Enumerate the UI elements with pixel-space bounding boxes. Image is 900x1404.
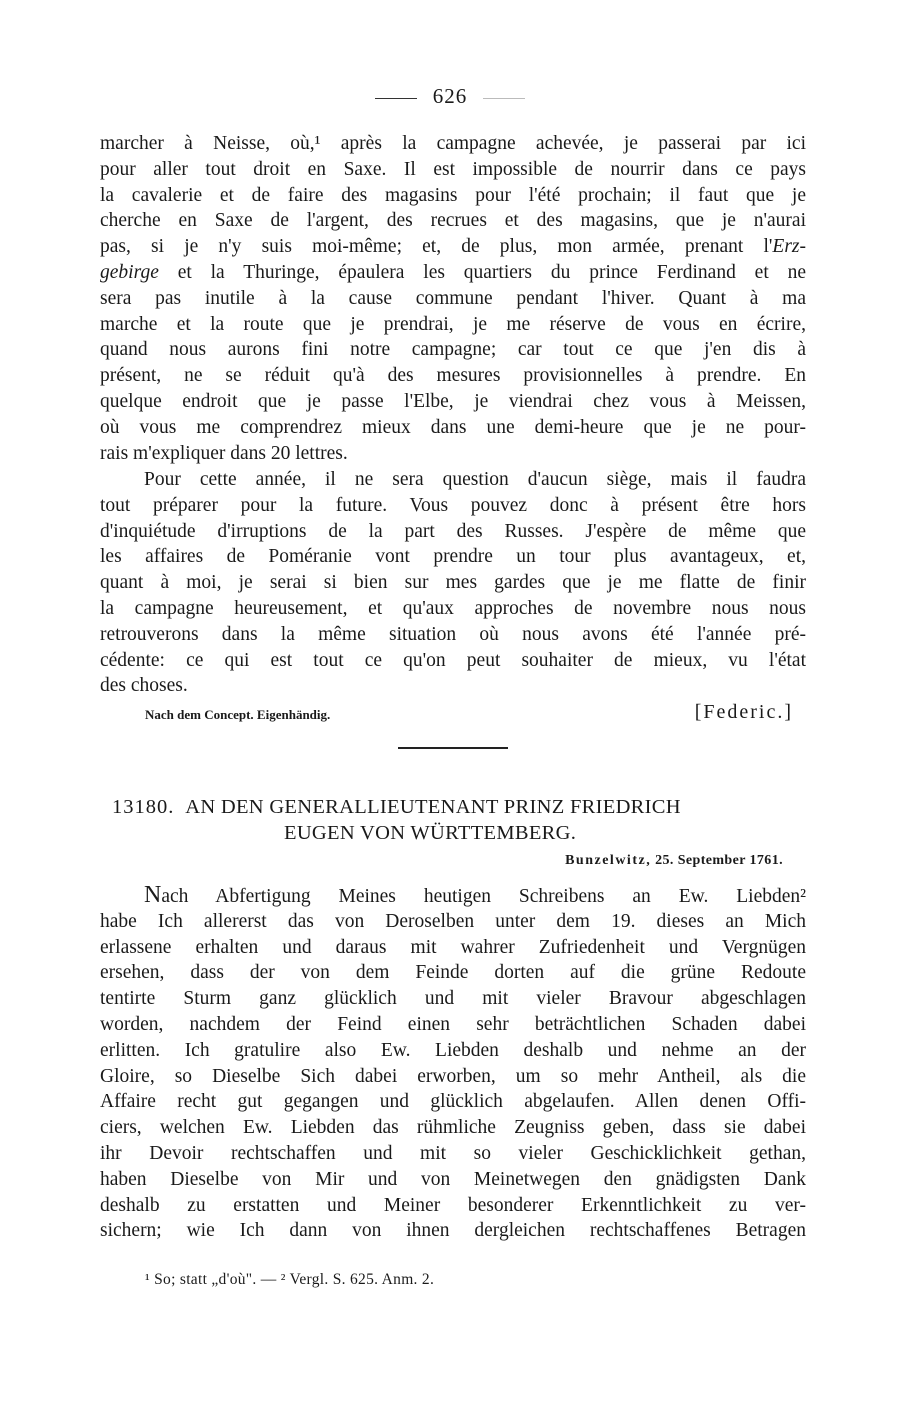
text-line: pour aller tout droit en Saxe. Il est impossible de nourrir dans ce pays <box>100 158 806 180</box>
text-line: Affaire recht gut gegangen und glücklich abgelaufen. Allen denen Offi- <box>100 1091 806 1113</box>
text-line: ersehen, dass der von dem Feinde dorten auf die grüne Redoute <box>100 962 806 984</box>
text-line: présent, ne se réduit qu'à des mesures provisionnelles à prendre. En <box>100 365 806 387</box>
text-segment: ach Abfertigung Meines heutigen Schreibens an Ew. Liebden² <box>161 886 806 907</box>
signature: [Federic.] <box>694 701 793 723</box>
text-line: où vous me comprendrez mieux dans une demi-heure que je ne pour- <box>100 416 806 438</box>
text-line: cherche en Saxe de l'argent, des recrues et des magasins, que je n'aurai <box>100 210 806 232</box>
text-segment: et la Thuringe, épaulera les quartiers du prince Ferdinand et ne <box>177 261 807 283</box>
italic-word: Erz- <box>772 236 806 258</box>
text-line: ciers, welchen Ew. Liebden das rühmliche Zeugniss geben, dass sie dabei <box>100 1117 806 1139</box>
paragraph-3 <box>100 883 806 1244</box>
text-line <box>100 883 806 909</box>
text-line: sera pas inutile à la cause commune pendant l'hiver. Quant à ma <box>100 287 806 309</box>
text-line: retrouverons dans la même situation où nous avons été l'année pré- <box>100 623 806 645</box>
initial-letter: N <box>144 882 162 908</box>
dateline-date: 25. September 1761. <box>655 853 783 868</box>
text-line: tout préparer pour la future. Vous pouvez donc à présent être hors <box>100 494 806 516</box>
letter-heading <box>112 794 832 846</box>
italic-word: gebirge <box>100 261 159 283</box>
text-line: quant à moi, je serai si bien sur mes gardes que je me flatte de finir <box>100 572 806 594</box>
text-segment: pas, si je n'y suis moi-même; et, de plus, mon armée, prenant l' <box>100 236 773 258</box>
text-line: marcher à Neisse, où,¹ après la campagne achevée, je passerai par ici <box>100 133 806 154</box>
text-line: deshalb zu erstatten und Meiner besonderer Erkenntlichkeit zu ver- <box>100 1194 806 1216</box>
text-line: marche et la route que je prendrai, je me réserve de vous en écrire, <box>100 313 806 335</box>
signoff <box>145 701 793 727</box>
page-number-text: 626 <box>432 84 468 108</box>
text-line: des choses. <box>100 675 188 697</box>
dateline <box>565 853 783 869</box>
letter-number: 13180. <box>112 796 175 818</box>
text-line: erlitten. Ich gratulire also Ew. Liebden deshalb und nehme an der <box>100 1039 806 1061</box>
text-line: quelque endroit que je passe l'Elbe, je viendrai chez vous à Meissen, <box>100 390 806 412</box>
page-number <box>0 84 900 109</box>
text-line: worden, nachdem der Feind einen sehr beträchtlichen Schaden dabei <box>100 1013 806 1035</box>
text-line: les affaires de Poméranie vont prendre un tour plus avantageux, et, <box>100 546 806 568</box>
text-line <box>100 260 806 286</box>
heading-line-1: AN DEN GENERALLIEUTENANT PRINZ FRIEDRICH <box>185 796 681 818</box>
section-divider <box>398 747 508 749</box>
text-line: la campagne heureusement, et qu'aux approches de novembre nous nous <box>100 597 806 619</box>
text-line: ihr Devoir rechtschaffen und mit so vieler Geschicklichkeit gethan, <box>100 1142 806 1164</box>
text-line: haben Dieselbe von Mir und von Meinetwegen den gnädigsten Dank <box>100 1168 806 1190</box>
text-line: d'inquiétude d'irruptions de la part des Russes. J'espère de même que <box>100 520 806 542</box>
text-line: la cavalerie et de faire des magasins pour l'été prochain; il faut que je <box>100 184 806 206</box>
paragraph-1 <box>100 131 806 466</box>
text-line: habe Ich allererst das von Deroselben unter dem 19. dieses an Mich <box>100 910 806 932</box>
text-line: erlassene erhalten und daraus mit wahrer Zufriedenheit und Vergnügen <box>100 936 806 958</box>
text-line: tentirte Sturm ganz glücklich und mit vieler Bravour abgeschlagen <box>100 988 806 1010</box>
footnotes: ¹ So; statt „d'où". — ² Vergl. S. 625. Anm. 2. <box>145 1271 435 1288</box>
page-number-rule-right <box>483 98 525 99</box>
dateline-place: Bunzelwitz, <box>565 853 652 868</box>
text-line: Gloire, so Dieselbe Sich dabei erworben, um so mehr Antheil, als die <box>100 1065 806 1087</box>
heading-line-2: EUGEN VON WÜRTTEMBERG. <box>284 822 577 844</box>
text-line: Pour cette année, il ne sera question d'aucun siège, mais il faudra <box>144 469 806 490</box>
text-line: quand nous aurons fini notre campagne; car tout ce que j'en dis à <box>100 339 806 361</box>
paragraph-2 <box>100 467 806 699</box>
text-line: sichern; wie Ich dann von ihnen dergleichen rechtschaffenes Betragen <box>100 1220 806 1242</box>
text-line: rais m'expliquer dans 20 lettres. <box>100 442 348 464</box>
text-line <box>100 234 806 260</box>
page-number-rule-left <box>375 98 417 99</box>
source-note: Nach dem Concept. Eigenhändig. <box>145 707 331 722</box>
text-line: cédente: ce qui est tout ce qu'on peut souhaiter de mieux, vu l'état <box>100 649 806 671</box>
